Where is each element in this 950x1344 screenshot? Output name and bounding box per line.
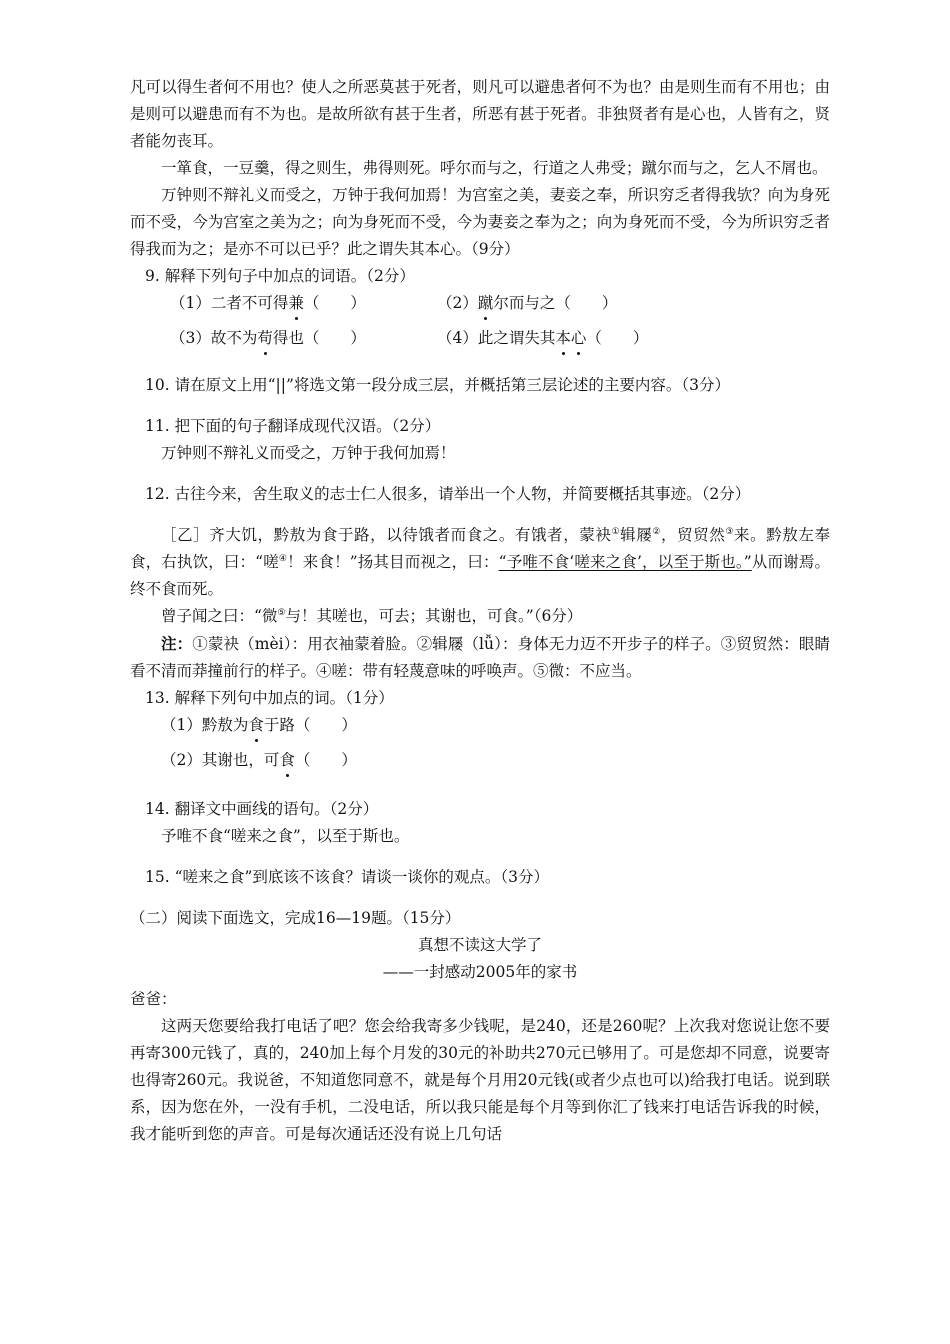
question-13-stem: 13. 解释下列句中加点的词。（1分） — [145, 689, 394, 707]
question-9-item-3: （3）故不为苟得也（ ） — [170, 325, 437, 352]
letter-salutation: 爸爸： — [130, 990, 177, 1008]
article-subtitle: ——一封感动2005年的家书 — [382, 963, 578, 981]
passage-jia-paragraph-2: 一箪食，一豆羹，得之则生，弗得则死。呼尔而与之，行道之人弗受；蹴尔而与之，乞人不屑也。 — [161, 159, 828, 177]
article-title: 真想不读这大学了 — [417, 936, 542, 954]
passage-yi-notes: 注：①蒙袂（mèi）：用衣袖蒙着脸。②辑屦（lǚ）：身体无力迈不开步子的样子。③贸贸然：眼睛看不清而莽撞前行的样子。④嗟：带有轻蔑意味的呼唤声。⑤微：不应当。 — [130, 634, 830, 680]
passage-yi-paragraph-1: ［乙］齐大饥，黔敖为食于路，以待饿者而食之。有饿者，蒙袂①辑屦②，贸贸然③来。黔敖左奉食，右执饮，曰：“嗟④！来食！”扬其目而视之，曰：“予唯不食‘嗟来之食’，以至于斯也。”从而谢焉。终不食而死。 — [130, 526, 830, 598]
question-15: 15. “嗟来之食”到底该不该食？请谈一谈你的观点。（3分） — [145, 868, 550, 886]
question-11-stem: 11. 把下面的句子翻译成现代汉语。（2分） — [145, 417, 441, 435]
passage-jia-paragraph-3: 万钟则不辩礼义而受之，万钟于我何加焉！为宫室之美，妻妾之奉，所识穷乏者得我欤？向为身死而不受，今为宫室之美为之；向为身死而不受，今为妻妾之奉为之；向为身死而不受，今为所识穷乏者得我而为之；是亦不可以已乎？此之谓失其本心。（9分） — [130, 186, 830, 258]
question-13-item-2: （2）其谢也，可食（ ） — [130, 747, 830, 774]
passage-yi-paragraph-2: 曾子闻之曰：“微⑤与！其嗟也，可去；其谢也，可食。”（6分） — [161, 607, 583, 625]
question-9-row-2 — [130, 325, 830, 352]
question-11-sentence: 万钟则不辩礼义而受之，万钟于我何加焉！ — [161, 444, 456, 462]
passage-jia-paragraph-1: 凡可以得生者何不用也？使人之所恶莫甚于死者，则凡可以避患者何不为也？由是则生而有不用也；由是则可以避患而有不为也。是故所欲有甚于生者，所恶有甚于死者。非独贤者有是心也，人皆有之，贤者能勿丧耳。 — [130, 78, 830, 150]
question-9-stem: 9. 解释下列句子中加点的词语。（2分） — [145, 267, 415, 285]
question-9-item-4: （4）此之谓失其本心（ ） — [437, 325, 648, 352]
question-9-item-1: （1）二者不可得兼（ ） — [170, 290, 437, 317]
document-page — [130, 74, 830, 1148]
question-9-item-2: （2）蹴尔而与之（ ） — [437, 290, 617, 317]
question-12: 12. 古往今来，舍生取义的志士仁人很多，请举出一个人物，并简要概括其事迹。（2分） — [145, 485, 751, 503]
question-13-item-1: （1）黔敖为食于路（ ） — [130, 712, 830, 739]
question-10: 10. 请在原文上用“||”将选文第一段分成三层，并概括第三层论述的主要内容。（3分） — [145, 376, 730, 394]
section-2-heading: （二）阅读下面选文，完成16—19题。（15分） — [130, 909, 461, 927]
question-14-stem: 14. 翻译文中画线的语句。（2分） — [145, 800, 379, 818]
letter-body: 这两天您要给我打电话了吧？您会给我寄多少钱呢，是240，还是260呢？上次我对您说让您不要再寄300元钱了，真的，240加上每个月发的30元的补助共270元已够用了。可是您却不同意，说要寄也得寄260元。我说爸，不知道您同意不，就是每个月用20元钱(或者少点也可以)给我打电话。说到联系，因为您在外，一没有手机，二没电话，所以我只能是每个月等到你汇了钱来打电话告诉我的时候，我才能听到您的声音。可是每次通话还没有说上几句话 — [130, 1017, 830, 1143]
question-14-sentence: 予唯不食“嗟来之食”，以至于斯也。 — [161, 827, 410, 845]
question-9-row-1 — [130, 290, 830, 317]
underlined-sentence: “予唯不食‘嗟来之食’，以至于斯也。” — [498, 553, 752, 571]
